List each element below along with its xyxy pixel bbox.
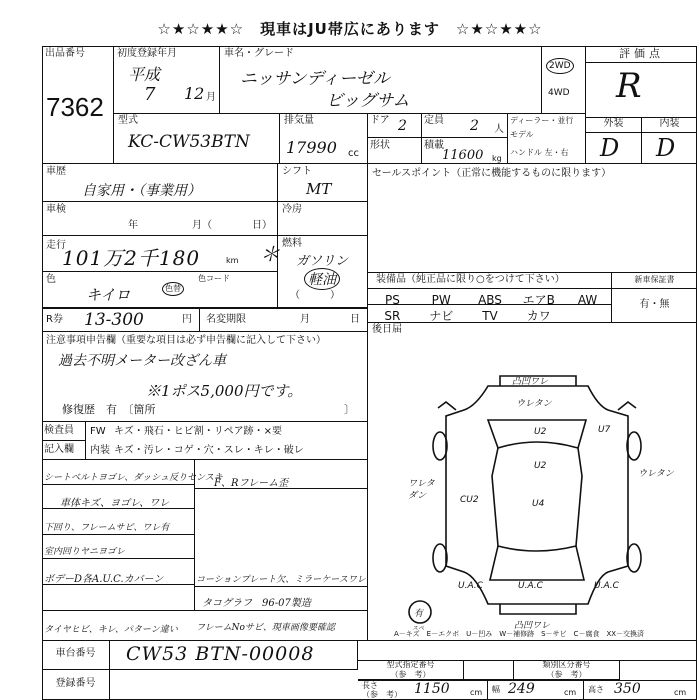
inspection-year: 年 [128,220,138,231]
lot-number: 7362 [46,92,104,122]
header-banner: ☆★☆★★☆ 現車はJU帯広にあります ☆★☆★★☆ [157,20,543,38]
inspection-cell [42,202,278,236]
equip-item: SR [384,309,401,323]
mileage-mark: ＊ [260,242,280,266]
notes-line2: ※1ポス5,000円です。 [146,382,303,400]
chassis-value: CW53 BTN-00008 [126,643,315,665]
cooling-label: 冷房 [282,204,302,215]
wheel-fr [627,432,641,460]
diag-left-note1: ワレタ [408,479,435,489]
reg-year: 7 [144,84,156,105]
warranty-cell [612,272,697,322]
color-code-label: 色コード [198,274,230,283]
diag-left-note2: ダン [408,491,427,501]
remark-right-3: タコグラフ 96-07製造 [202,598,311,609]
load-value: 11600 [442,148,484,163]
equip-item: PW [431,293,451,307]
rear-bumper [500,604,576,614]
diag-u4: U4 [532,499,545,509]
namechange-day: 日 [350,314,360,325]
model-num-label: 型式指定番号 [386,660,435,669]
checker-cell [42,422,368,460]
equip-item: PS [384,293,400,307]
remark-right-4: フレームNoサビ、現車画像要確認 [196,623,335,633]
mileage-label: 走行 [46,240,66,251]
fuel-label: 燃料 [282,238,302,249]
car-name: ニッサンディーゼル [240,69,390,89]
mileage-cell [42,236,278,272]
reg-month-unit: 月 [206,92,216,103]
diag-stamp-sub: スペ [412,625,425,632]
diag-u7: U7 [598,425,611,435]
memo-label: 後日届 [372,324,402,335]
diag-right-note: ウレタン [638,469,674,479]
inspection-day: 日） [252,220,272,231]
shift-cell [278,164,368,202]
notes-cell [42,332,368,422]
capacity-value: 2 [470,118,479,134]
remark-4: 室内回りヤニヨゴレ [44,547,126,557]
checker-label1: 検査員 [42,422,86,441]
dealer-handle: ハンドル 左・右 [510,148,569,157]
dealer-cell [508,114,586,164]
diag-u2a: U2 [534,427,547,437]
drive-cell [542,46,586,114]
fuel-cell [278,236,368,308]
equip-item: カワ [526,309,551,323]
score-label: 評価点 [586,46,697,63]
fuel-paren: （ ） [290,290,340,301]
warranty-value: 有・無 [639,299,670,310]
remark-right-2: コーションプレート欠、ミラーケースワレ [196,575,366,585]
shift-label: シフト [282,166,312,177]
recycle-unit: 円 [182,314,192,325]
reg-label: 初度登録年月 [117,48,177,59]
height-value: 350 [614,681,641,697]
repair-end: 〕 [344,403,355,416]
length-value: 1150 [414,681,450,697]
height-cell [584,680,697,700]
diag-legend: A－キズ E－エクボ U－凹み W－補修跡 S－サビ C－腐食 XX－交換済 [394,630,645,638]
drive-4wd: 4WD [548,88,570,98]
model-cell [114,114,280,164]
diag-bottom: 凸凹ワレ [514,621,551,631]
width-value: 249 [508,681,535,697]
fuel-gas: ガソリン [296,254,349,269]
color-label: 色 [46,274,56,285]
score-value: R [616,66,642,106]
ext-score: D [600,134,620,162]
notes-line1: 過去不明メーター改ざん車 [58,353,226,369]
mirror-r [618,402,636,410]
displacement-unit: cc [348,148,359,159]
repair-label: 修復歴 有 〔箇所 [62,403,156,416]
namechange-cell [200,308,368,332]
recycle-value: 13-300 [84,310,144,330]
class-num-ref: （参 考） [546,670,587,679]
recycle-label: R券 [46,314,63,325]
model-num-cell [358,660,464,680]
wheel-rr [627,544,641,572]
car-cell [220,46,542,114]
width-unit: cm [564,688,577,697]
cooling-cell [278,202,368,236]
equip-label: 装備品（純正品に限り○をつけて下さい） [376,274,565,285]
length-cell [358,680,488,700]
shape-label: 形状 [370,140,390,151]
displacement-value: 17990 [286,138,337,157]
load-unit: kg [492,154,502,163]
wheel-fl [433,432,447,460]
length-label: 長さ [362,681,378,690]
drive-2wd: 2WD [546,58,574,74]
diag-cu2: CU2 [460,495,479,505]
notes-label: 注意事項申告欄（重要な項目は必ず申告欄に記入して下さい） [46,335,326,346]
checker-fw: FW [90,426,106,437]
model-value: KC-CW53BTN [128,132,250,152]
namechange-month: 月 [300,314,310,325]
car-label: 車名・グレード [224,48,294,59]
equip-item: エアB [522,293,555,307]
registration-label: 登録番号 [55,678,96,689]
remark-5: ボデーD各A.U.C.カバーン [44,574,164,585]
namechange-label: 名変期限 [206,314,246,325]
load-label: 積載 [424,140,444,151]
reg-month: 12 [184,84,205,103]
inspection-label: 車検 [46,204,66,215]
roof-outline [492,442,582,551]
damage-diagram [368,336,697,640]
dealer-label: ディーラー・並行 [510,116,574,125]
remark-6: タイヤヒビ、キレ、パターン違い [44,625,178,635]
registration-label-cell [42,670,110,700]
remark-3: 下回り、フレームサビ、ワレ有 [44,523,170,533]
chassis-label: 車台番号 [55,648,96,659]
shape-cell [368,138,422,164]
diag-uac2: U.A.C [518,581,543,591]
reg-era: 平成 [128,65,161,84]
score-cell [586,46,697,118]
diag-uac3: U.A.C [594,581,619,591]
class-num-label: 類別区分番号 [542,660,591,669]
door-value: 2 [398,118,407,134]
height-unit: cm [674,688,687,697]
door-cell [368,114,422,138]
height-label: 高さ [588,685,604,694]
displacement-cell [280,114,368,164]
history-label: 車歴 [46,166,66,177]
equip-item: AW [577,293,598,307]
class-num-cell [514,660,620,680]
load-cell [422,138,508,164]
history-value: 自家用・（事業用） [82,183,201,199]
diag-stamp: 有 [414,609,424,619]
color-value: キイロ [86,286,131,304]
wheel-rl [433,544,447,572]
length-unit: cm [470,688,483,697]
checker-fw-items: キズ・飛石・ヒビ割・リペア跡・×要 [114,426,282,437]
history-cell [42,164,278,202]
recycle-cell [42,308,200,332]
dealer-model-label: モデル [510,130,534,139]
reg-cell [114,46,220,114]
remarks-area [42,460,368,640]
remark-right-1: F、Rフレーム歪 [214,478,289,489]
capacity-label: 定員 [424,115,444,126]
checker-inside: 内装 [90,445,110,456]
fuel-diesel: 軽油 [304,268,340,290]
diag-top: 凸凹ワレ [512,377,549,387]
width-label: 幅 [492,685,500,694]
checker-inside-items: キズ・汚レ・コゲ・穴・スレ・キレ・破レ [114,445,304,456]
sales-label: セールスポイント（正常に機能するものに限ります） [372,168,612,179]
equip-cell [368,272,612,322]
sales-cell [368,164,697,272]
checker-label2: 記入欄 [42,441,86,460]
mileage-value: 101万2千180 [62,246,201,270]
car-grade: ビッグサム [326,91,410,111]
chassis-label-cell [42,640,110,670]
width-cell [488,680,584,700]
model-label: 型式 [118,115,138,126]
warranty-label: 新車保証書 [612,272,697,289]
capacity-unit: 人 [494,124,504,135]
mirror-l [438,402,456,410]
shift-value: MT [306,180,332,198]
diag-u2b: U2 [534,461,547,471]
int-score: D [656,134,676,162]
remark-2: 車体キズ、ヨゴレ、ワレ [60,498,170,509]
chassis-value-cell [110,640,358,670]
inspection-month: 月（ [192,220,212,231]
color-change: 色替 [162,282,184,296]
model-num-ref: （参 考） [390,670,431,679]
capacity-cell [422,114,508,138]
score-sub [586,118,697,164]
displacement-label: 排気量 [284,115,314,126]
color-cell [42,272,278,308]
diag-uac1: U.A.C [458,581,483,591]
diag-top2: ウレタン [516,399,552,409]
ext-label: 外装 [586,118,642,132]
equip-item: ABS [478,293,502,307]
lot-label: 出品番号 [45,48,85,59]
equip-item: TV [482,309,498,323]
mileage-unit: km [226,256,239,265]
remark-1: シートベルトヨゴレ、ダッシュ反りセンスキ [44,473,223,483]
int-label: 内装 [659,118,680,129]
door-label: ドア [370,115,390,126]
lot-cell [42,46,114,164]
length-ref: （参 考） [362,690,402,699]
equip-item: ナビ [429,309,454,323]
